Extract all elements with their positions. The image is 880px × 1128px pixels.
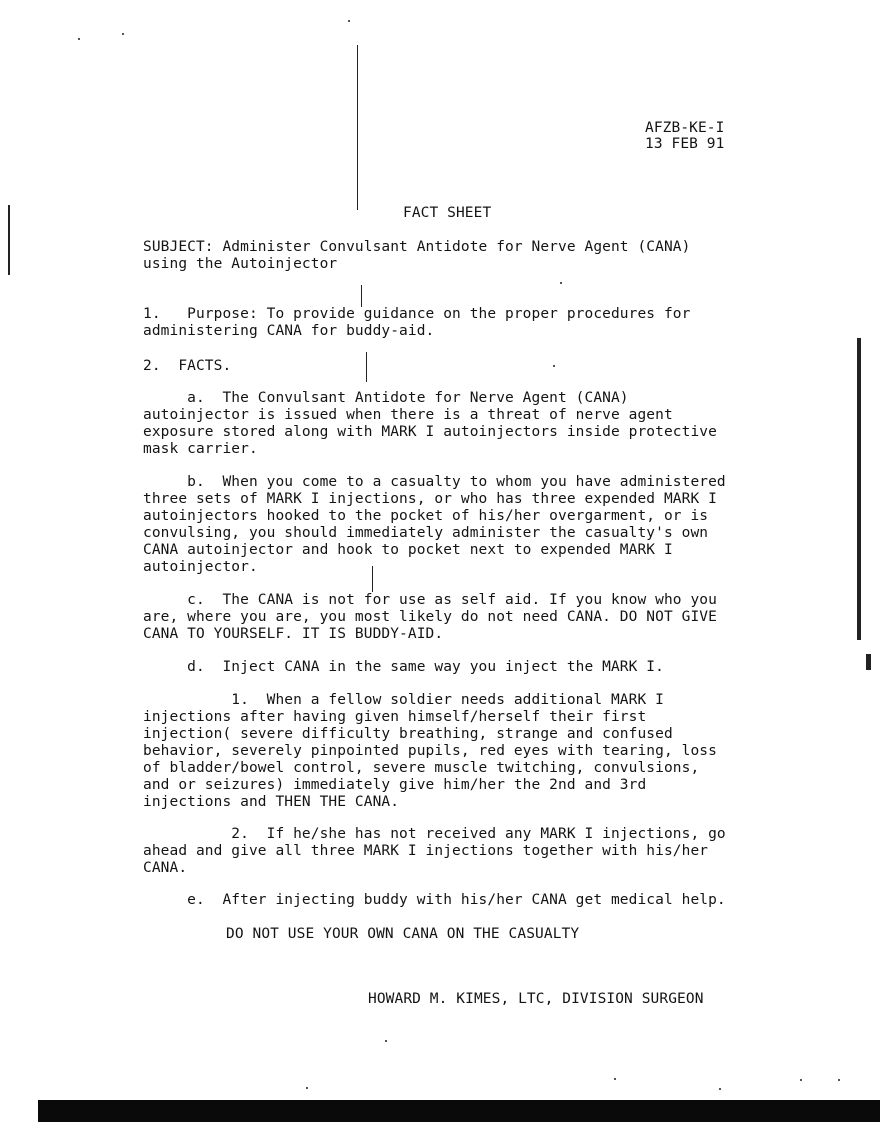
paragraph-a-line: autoinjector is issued when there is a threat of nerve agent bbox=[143, 407, 673, 423]
paragraph-c-line: c. The CANA is not for use as self aid. If you know who you bbox=[143, 592, 717, 608]
scan-artifact-mid-line-3 bbox=[372, 566, 373, 592]
paragraph-b-line: convulsing, you should immediately administer the casualty's own bbox=[143, 525, 709, 541]
facts-heading: 2. FACTS. bbox=[143, 358, 232, 374]
scan-artifact-left-edge bbox=[8, 205, 10, 275]
scan-artifact-right-edge bbox=[857, 338, 861, 640]
paragraph-d1-line: injection( severe difficulty breathing, strange and confused bbox=[143, 726, 673, 742]
purpose-line-2: administering CANA for buddy-aid. bbox=[143, 323, 435, 339]
scan-artifact-mid-line bbox=[361, 285, 362, 307]
paragraph-d1-line: 1. When a fellow soldier needs additional MARK I bbox=[143, 692, 664, 708]
paragraph-d1-line: and or seizures) immediately give him/her the 2nd and 3rd bbox=[143, 777, 647, 793]
paragraph-a-line: exposure stored along with MARK I autoinjectors inside protective bbox=[143, 424, 717, 440]
scan-speck bbox=[78, 38, 80, 40]
scan-speck bbox=[838, 1079, 840, 1081]
paragraph-b-line: b. When you come to a casualty to whom you have administered bbox=[143, 474, 726, 490]
warning-line: DO NOT USE YOUR OWN CANA ON THE CASUALTY bbox=[226, 926, 580, 942]
purpose-line-1: 1. Purpose: To provide guidance on the proper procedures for bbox=[143, 306, 691, 322]
page-title: FACT SHEET bbox=[403, 205, 492, 221]
paragraph-d1-line: of bladder/bowel control, severe muscle twitching, convulsions, bbox=[143, 760, 700, 776]
paragraph-b-line: CANA autoinjector and hook to pocket next to expended MARK I bbox=[143, 542, 673, 558]
signature-block: HOWARD M. KIMES, LTC, DIVISION SURGEON bbox=[368, 991, 704, 1007]
document-date: 13 FEB 91 bbox=[645, 136, 725, 152]
paragraph-d1-line: behavior, severely pinpointed pupils, red eyes with tearing, loss bbox=[143, 743, 717, 759]
paragraph-e: e. After injecting buddy with his/her CANA get medical help. bbox=[143, 892, 726, 908]
scan-speck bbox=[614, 1078, 616, 1080]
paragraph-c-line: are, where you are, you most likely do not need CANA. DO NOT GIVE bbox=[143, 609, 717, 625]
paragraph-a-line: mask carrier. bbox=[143, 441, 258, 457]
subject-line-2: using the Autoinjector bbox=[143, 256, 338, 272]
scan-artifact-right-mark bbox=[866, 654, 871, 670]
scan-speck bbox=[560, 282, 562, 284]
scan-speck bbox=[800, 1079, 802, 1081]
office-symbol: AFZB-KE-I bbox=[645, 120, 725, 136]
subject-line-1: SUBJECT: Administer Convulsant Antidote for Nerve Agent (CANA) bbox=[143, 239, 691, 255]
paragraph-d2-line: ahead and give all three MARK I injections together with his/her bbox=[143, 843, 709, 859]
scan-speck bbox=[122, 33, 124, 35]
scan-artifact-vertical-center bbox=[357, 45, 358, 210]
scan-artifact-bottom-bar bbox=[38, 1100, 880, 1122]
paragraph-c-line: CANA TO YOURSELF. IT IS BUDDY-AID. bbox=[143, 626, 444, 642]
paragraph-b-line: three sets of MARK I injections, or who has three expended MARK I bbox=[143, 491, 717, 507]
paragraph-a-line: a. The Convulsant Antidote for Nerve Agent (CANA) bbox=[143, 390, 629, 406]
paragraph-d1-line: injections and THEN THE CANA. bbox=[143, 794, 400, 810]
scan-speck bbox=[719, 1088, 721, 1090]
paragraph-d2-line: 2. If he/she has not received any MARK I injections, go bbox=[143, 826, 726, 842]
paragraph-d2-line: CANA. bbox=[143, 860, 188, 876]
paragraph-d: d. Inject CANA in the same way you inject the MARK I. bbox=[143, 659, 664, 675]
scan-artifact-mid-line-2 bbox=[366, 352, 367, 382]
scan-speck bbox=[553, 365, 555, 367]
paragraph-b-line: autoinjector. bbox=[143, 559, 258, 575]
paragraph-b-line: autoinjectors hooked to the pocket of his/her overgarment, or is bbox=[143, 508, 709, 524]
paragraph-d1-line: injections after having given himself/herself their first bbox=[143, 709, 647, 725]
scan-speck bbox=[385, 1040, 387, 1042]
scan-speck bbox=[348, 20, 350, 22]
scan-speck bbox=[306, 1087, 308, 1089]
